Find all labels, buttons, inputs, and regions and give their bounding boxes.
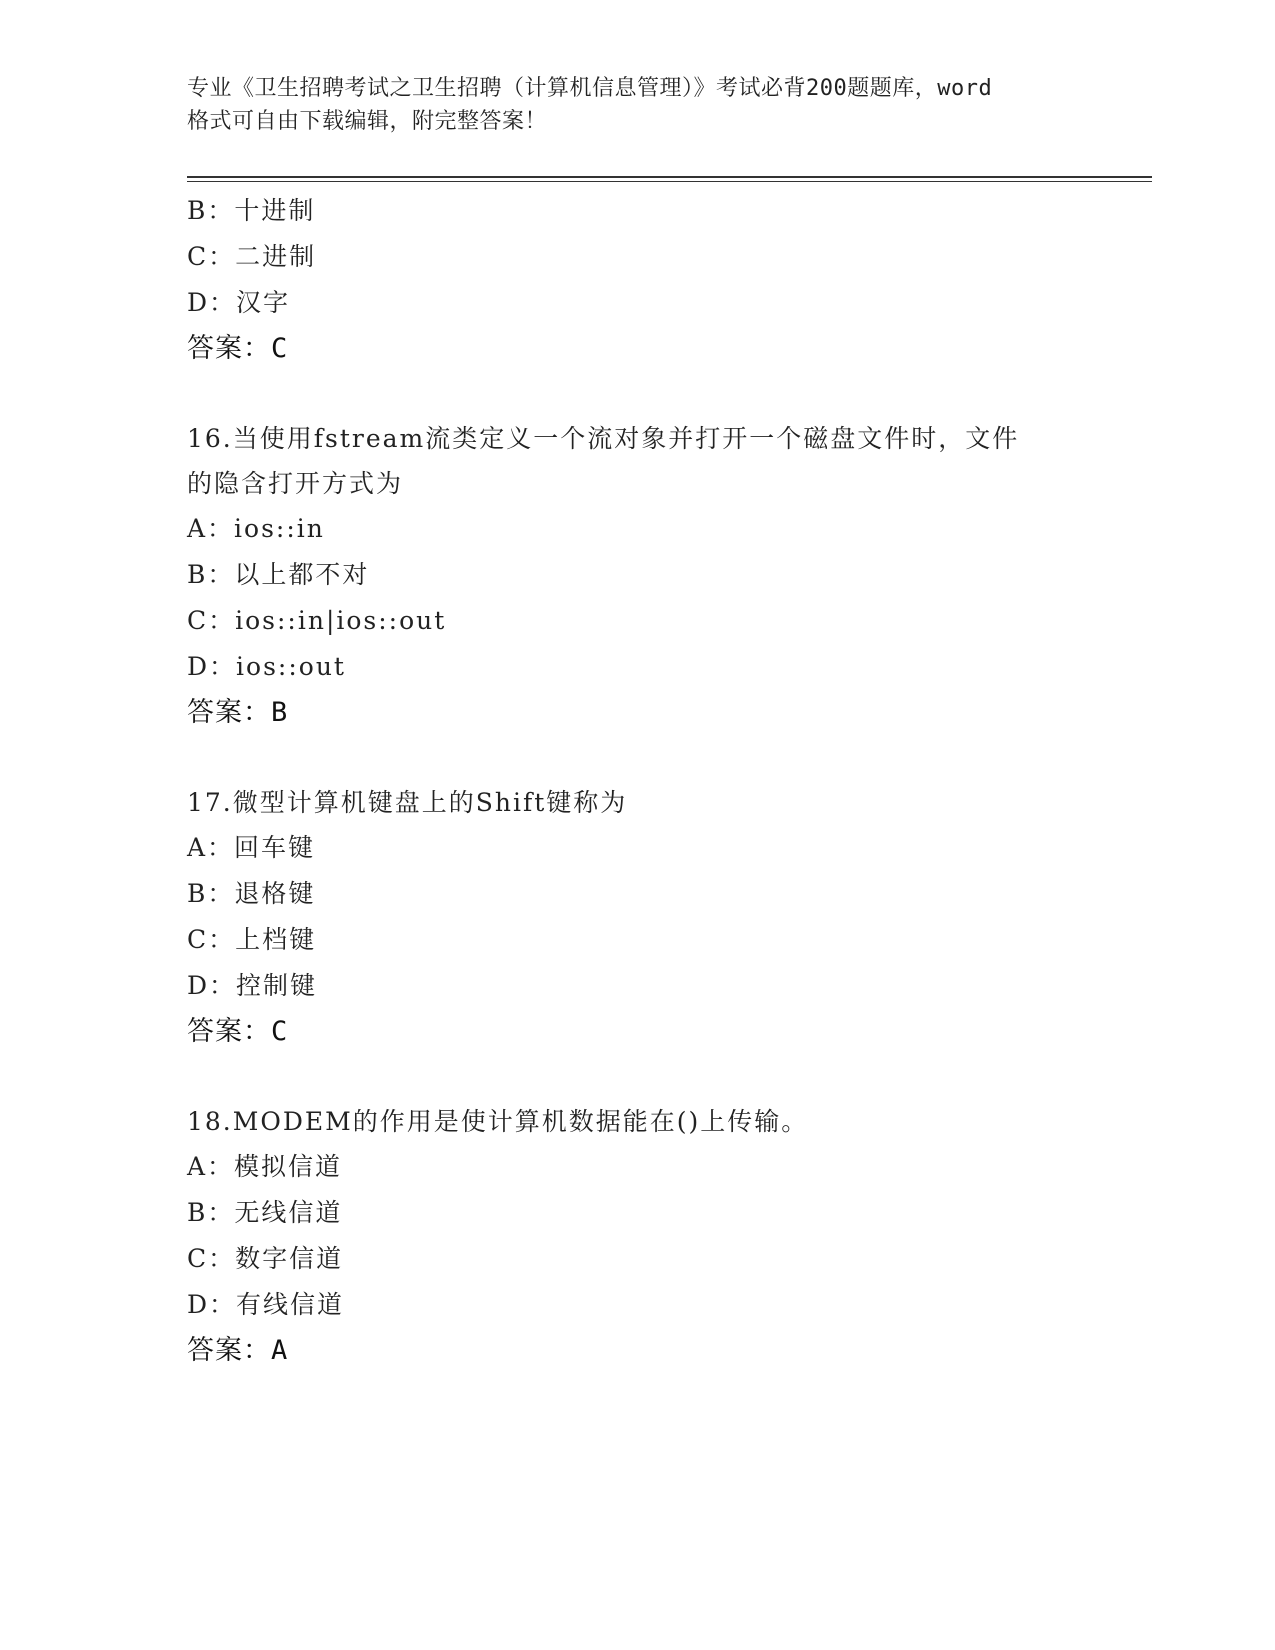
question-text-cont: 的隐含打开方式为 bbox=[187, 469, 404, 498]
option-b: B：以上都不对 bbox=[187, 560, 370, 589]
answer-line: 答案：A bbox=[187, 1335, 289, 1366]
option-d: D：ios::out bbox=[187, 652, 346, 681]
option-a: A：回车键 bbox=[187, 833, 316, 862]
option-b: B：无线信道 bbox=[187, 1198, 343, 1227]
question-text: 16.当使用fstream流类定义一个流对象并打开一个磁盘文件时，文件 bbox=[187, 424, 1020, 453]
question-text: 17.微型计算机键盘上的Shift键称为 bbox=[187, 788, 628, 817]
option-a: A：模拟信道 bbox=[187, 1152, 343, 1181]
option-a: A：ios::in bbox=[187, 514, 325, 543]
option-b: B：十进制 bbox=[187, 196, 316, 225]
question-text: 18.MODEM的作用是使计算机数据能在()上传输。 bbox=[187, 1107, 809, 1136]
answer-line: 答案：B bbox=[187, 697, 289, 728]
header-title-line-2: 格式可自由下载编辑，附完整答案！ bbox=[187, 109, 548, 134]
header-divider-thin bbox=[187, 181, 1152, 182]
question-16 bbox=[187, 416, 1087, 736]
option-c: C：ios::in|ios::out bbox=[187, 606, 447, 635]
option-c: C：二进制 bbox=[187, 242, 317, 271]
header-divider-thick bbox=[187, 176, 1152, 178]
option-c: C：上档键 bbox=[187, 925, 317, 954]
answer-line: 答案：C bbox=[187, 1016, 289, 1047]
document-header bbox=[187, 72, 1087, 138]
answer-line: 答案：C bbox=[187, 333, 289, 364]
question-17 bbox=[187, 780, 1087, 1055]
question-15-tail bbox=[187, 188, 1087, 372]
option-c: C：数字信道 bbox=[187, 1244, 344, 1273]
option-d: D：控制键 bbox=[187, 971, 318, 1000]
header-title-line-1: 专业《卫生招聘考试之卫生招聘（计算机信息管理）》考试必背200题题库，word bbox=[187, 76, 993, 101]
option-d: D：汉字 bbox=[187, 288, 291, 317]
option-b: B：退格键 bbox=[187, 879, 316, 908]
question-18 bbox=[187, 1099, 1087, 1374]
option-d: D：有线信道 bbox=[187, 1290, 345, 1319]
question-list bbox=[187, 188, 1087, 1374]
